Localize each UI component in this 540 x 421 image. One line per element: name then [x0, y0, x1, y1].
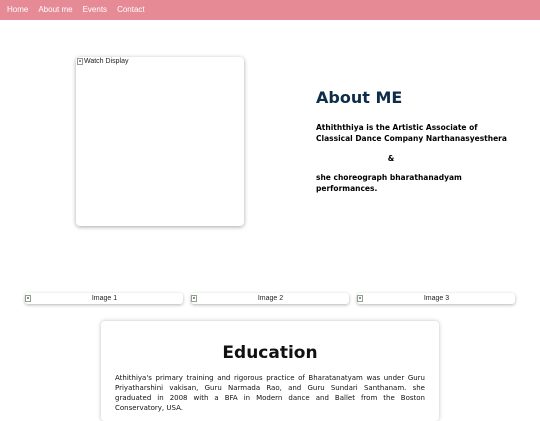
- broken-image-placeholder: [25, 293, 183, 304]
- top-nav: [0, 0, 540, 20]
- education-title: Education: [222, 343, 318, 363]
- education-body: Athithiya's primary training and rigorous practice of Bharatanatyam was under Guru Priyatharshini vakisan, Guru Narmada Rao, and Guru Sundari Santhanam. she graduated in 2008 with a BFA in Modern dance and Ballet from the Boston Conservatory, USA.: [115, 374, 425, 412]
- nav-contact[interactable]: Contact: [117, 5, 145, 14]
- broken-image-placeholder: [357, 293, 515, 304]
- gallery-image-alt: Image 2: [257, 295, 284, 302]
- about-section: [316, 88, 516, 194]
- gallery-image-3: [357, 293, 515, 304]
- about-title: About ME: [316, 88, 403, 107]
- image-gallery: [25, 293, 515, 304]
- broken-image-placeholder: [76, 57, 244, 66]
- hero-image: [76, 57, 244, 226]
- broken-image-icon: [77, 58, 83, 65]
- broken-image-placeholder: [191, 293, 349, 304]
- gallery-image-2: [191, 293, 349, 304]
- nav-about-me[interactable]: About me: [38, 5, 73, 14]
- nav-events[interactable]: Events: [82, 5, 108, 14]
- about-intro: Athiththiya is the Artistic Associate of Classical Dance Company Narthanasyesthera: [316, 123, 507, 143]
- broken-image-icon: [357, 295, 363, 302]
- nav-home[interactable]: Home: [7, 5, 29, 14]
- broken-image-icon: [191, 295, 197, 302]
- about-description: she choreograph bharathanadyam performances.: [316, 173, 462, 193]
- gallery-image-alt: Image 1: [91, 295, 118, 302]
- education-card: [101, 321, 439, 421]
- about-ampersand: &: [387, 154, 395, 163]
- hero-image-alt: Watch Display: [84, 58, 129, 65]
- gallery-image-alt: Image 3: [423, 295, 450, 302]
- gallery-image-1: [25, 293, 183, 304]
- broken-image-icon: [25, 295, 31, 302]
